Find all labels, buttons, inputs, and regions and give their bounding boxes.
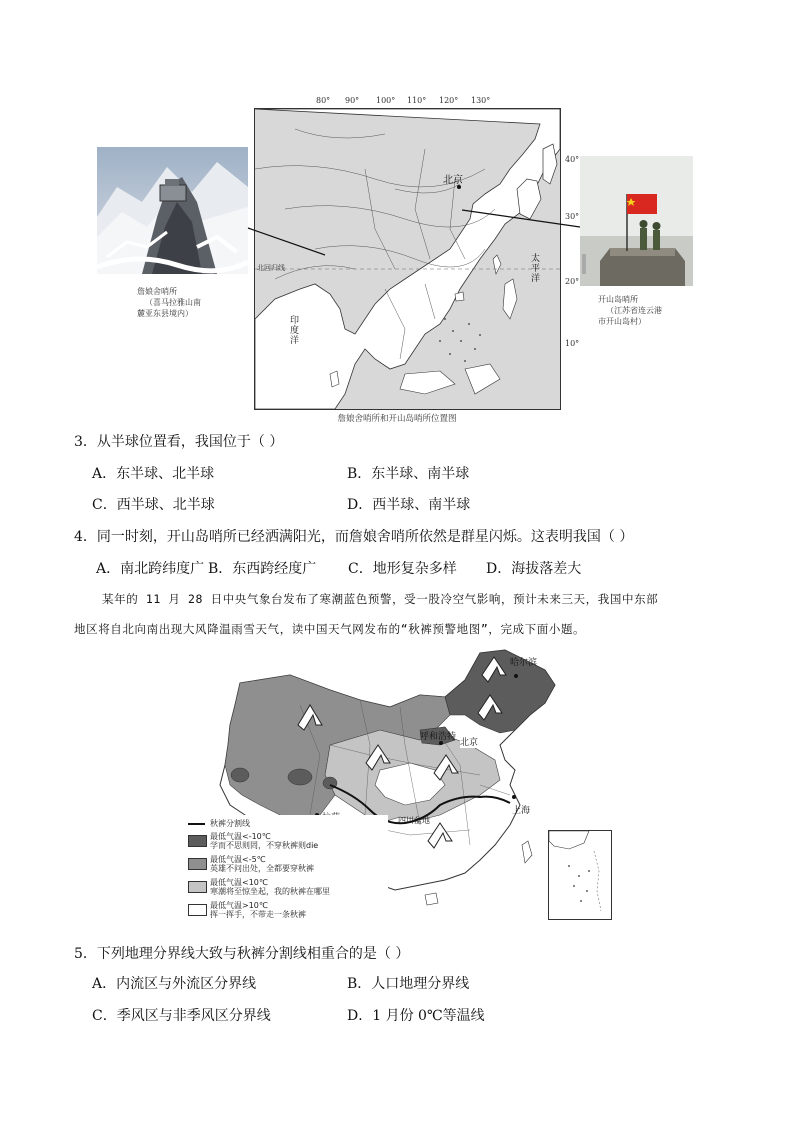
legend-swatch-mid (188, 858, 207, 870)
label-shanghai: 上海 (512, 806, 531, 816)
q3-option-d[interactable]: D．西半球、南半球 (347, 497, 471, 513)
legend-item4-a: 最低气温>10℃ (210, 901, 268, 910)
q5-stem: 5．下列地理分界线大致与秋裤分割线相重合的是（ ） (74, 946, 410, 962)
q4-option-b[interactable]: B．东西跨经度广 (208, 561, 317, 577)
q4-option-a[interactable]: A．南北跨纬度广 (96, 561, 205, 577)
q5-option-d[interactable]: D．1 月份 0℃等温线 (347, 1008, 485, 1024)
kaishandao-outpost-photo (580, 156, 693, 286)
legend (188, 815, 388, 920)
legend-swatch-dark (188, 835, 207, 847)
legend-item2-b: 英雄不问出处，全都要穿秋裤 (210, 864, 314, 873)
right-photo-caption-3: 市开山岛村） (598, 317, 646, 326)
lon-label: 90° (345, 96, 360, 105)
legend-item3-b: 寒潮将至惊坐起，我的秋裤在哪里 (210, 887, 330, 896)
q3-option-b[interactable]: B．东半球、南半球 (347, 466, 470, 482)
legend-line-label: 秋裤分割线 (210, 819, 250, 828)
figure1-caption: 詹娘舍哨所和开山岛哨所位置图 (337, 414, 457, 424)
legend-item1-b: 学而不思则罔，不穿秋裤则die (210, 841, 319, 850)
q4-option-d[interactable]: D．海拔落差大 (486, 561, 582, 577)
q5-option-a[interactable]: A．内流区与外流区分界线 (92, 976, 257, 992)
lon-label: 130° (471, 96, 491, 105)
legend-item2-a: 最低气温<-5℃ (210, 855, 266, 864)
legend-swatch-light (188, 881, 207, 893)
q5-option-b[interactable]: B．人口地理分界线 (347, 976, 470, 992)
lat-label: 20° (565, 277, 580, 286)
right-photo-caption-2: （江苏省连云港 (606, 306, 662, 315)
left-photo-caption-3: 麓亚东县境内） (137, 309, 193, 318)
figure-cold-wave-map (180, 645, 620, 920)
legend-item3-a: 最低气温<10℃ (210, 878, 268, 887)
map-label-pacific: 太平洋 (531, 254, 541, 284)
connector-lines (240, 200, 600, 270)
lat-label: 30° (565, 212, 580, 221)
q3-option-a[interactable]: A．东半球、北半球 (92, 466, 215, 482)
lat-label: 10° (565, 339, 580, 348)
q4-option-c[interactable]: C．地形复杂多样 (348, 561, 457, 577)
legend-line-swatch (188, 823, 205, 825)
map-label-indian: 印度洋 (290, 316, 300, 346)
passage-line-2: 地区将自北向南出现大风降温雨雪天气，读中国天气网发布的“秋裤预警地图”，完成下面小题。 (74, 622, 586, 636)
left-photo-caption-1: 詹娘舍哨所 (137, 287, 177, 296)
zhanniangshe-outpost-photo (97, 147, 248, 274)
q5-option-c[interactable]: C．季风区与非季风区分界线 (92, 1008, 271, 1024)
lat-label: 40° (565, 155, 580, 164)
legend-item4-b: 挥一挥手，不带走一条秋裤 (210, 910, 306, 919)
left-photo-caption-2: （喜马拉雅山南 (145, 298, 201, 307)
label-hohhot: 呼和浩特 (420, 732, 457, 742)
label-sichuan-basin: 四川盆地 (398, 816, 430, 825)
q3-stem: 3．从半球位置看，我国位于（ ） (74, 434, 284, 450)
q3-option-c[interactable]: C．西半球、北半球 (92, 497, 215, 513)
lon-label: 120° (439, 96, 459, 105)
map-label-tropic: 北回归线 (257, 264, 285, 272)
label-beijing: 北京 (460, 735, 478, 748)
lon-label: 100° (376, 96, 396, 105)
right-photo-caption-1: 开山岛哨所 (598, 295, 638, 304)
lon-label: 80° (316, 96, 331, 105)
south-china-sea-inset (548, 830, 612, 920)
lon-label: 110° (407, 96, 427, 105)
label-harbin: 哈尔滨 (510, 658, 538, 668)
legend-swatch-white (188, 904, 207, 916)
q4-stem: 4．同一时刻，开山岛哨所已经洒满阳光，而詹娘舍哨所依然是群星闪烁。这表明我国（ ） (74, 529, 634, 545)
passage-line-1: 某年的 11 月 28 日中央气象台发布了寒潮蓝色预警，受一股冷空气影响，预计未来三天，我国中东部 (102, 592, 659, 606)
legend-item1-a: 最低气温<-10℃ (210, 832, 271, 841)
map-label-beijing: 北京 (443, 175, 463, 186)
